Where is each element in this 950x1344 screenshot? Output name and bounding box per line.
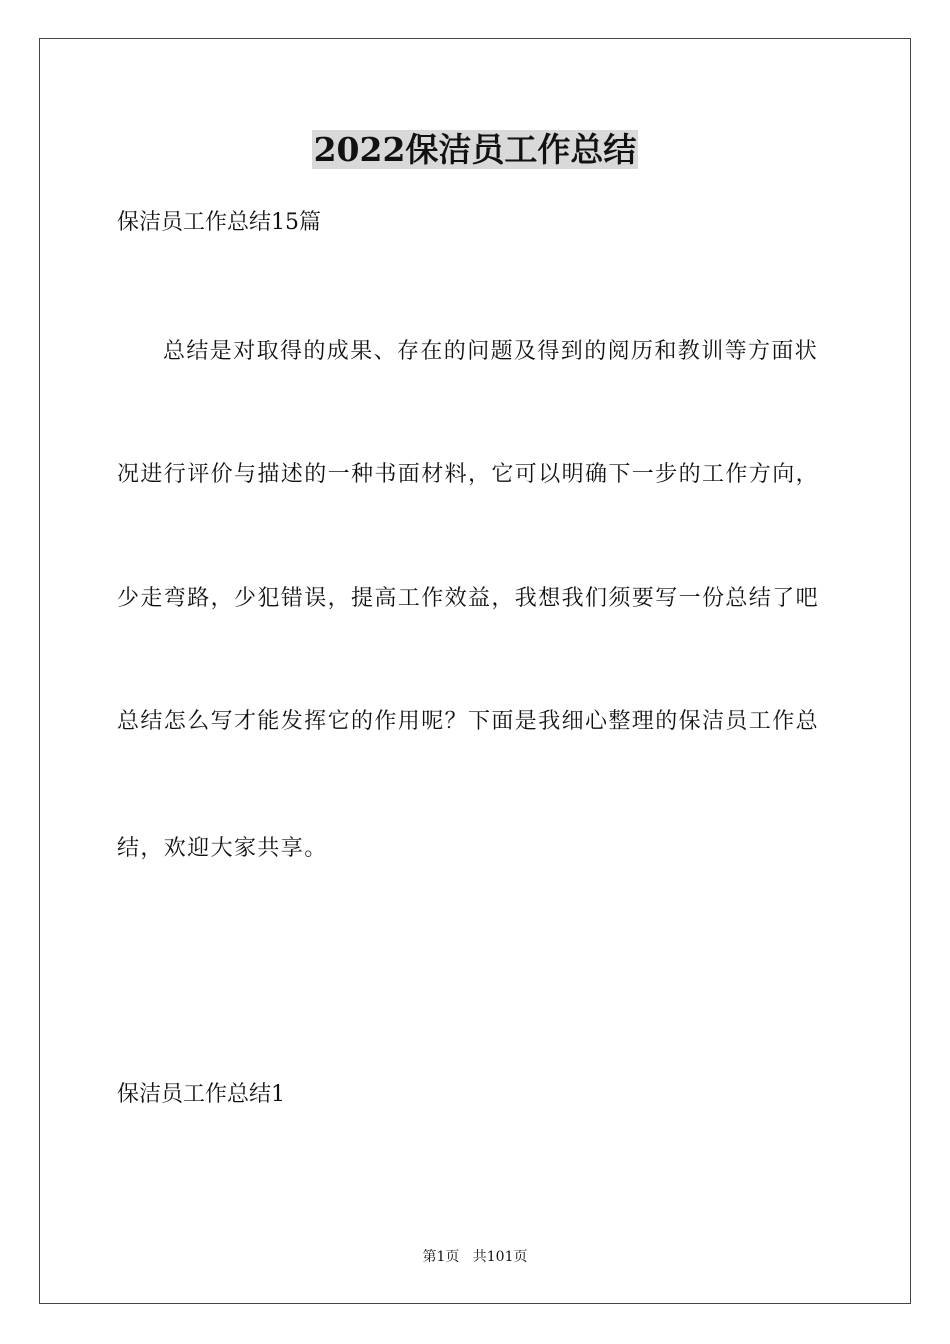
document-title-text: 2022保洁员工作总结 bbox=[313, 130, 637, 169]
paragraph-line: 少走弯路，少犯错误，提高工作效益，我想我们须要写一份总结了吧 bbox=[117, 586, 820, 611]
paragraph-line: 况进行评价与描述的一种书面材料，它可以明确下一步的工作方向， bbox=[117, 462, 820, 487]
paragraph-line: 结，欢迎大家共享。 bbox=[117, 836, 328, 861]
paragraph-line: 总结怎么写才能发挥它的作用呢？下面是我细心整理的保洁员工作总 bbox=[117, 709, 820, 734]
section-heading: 保洁员工作总结1 bbox=[117, 1082, 285, 1107]
page-footer: 第1页 共101页 bbox=[422, 1249, 528, 1265]
paragraph-line: 总结是对取得的成果、存在的问题及得到的阅历和教训等方面状 bbox=[163, 339, 819, 364]
document-subtitle: 保洁员工作总结15篇 bbox=[117, 210, 321, 235]
document-title bbox=[0, 126, 950, 174]
